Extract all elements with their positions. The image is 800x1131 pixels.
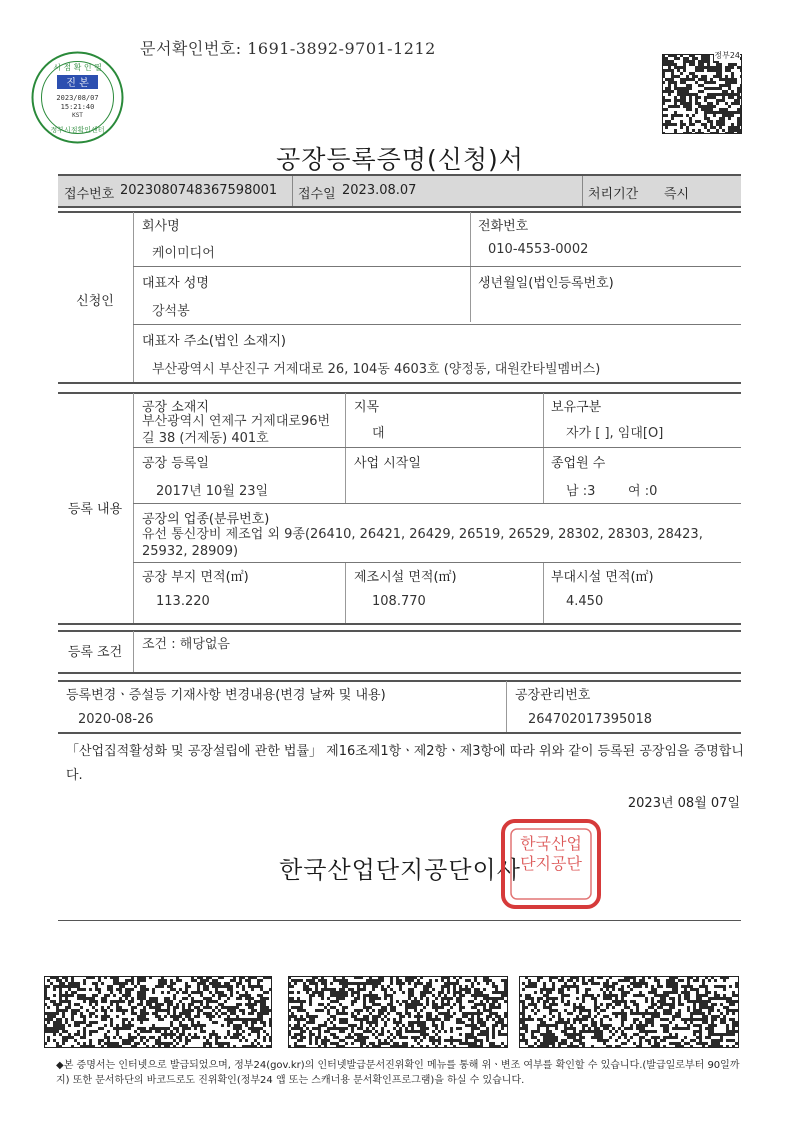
- land-category-value: 대: [372, 426, 385, 441]
- change-history-value: 2020-08-26: [78, 712, 154, 727]
- seal-badge-text: 진 본: [66, 78, 89, 89]
- condition-label: 등록 조건: [67, 645, 123, 660]
- receipt-row: [58, 174, 741, 208]
- official-seal-icon: [500, 818, 602, 910]
- registration-section-label: 등록 내용: [67, 502, 123, 517]
- document-confirmation-number: 문서확인번호: 1691-3892-9701-1212: [140, 39, 436, 58]
- factory-location-value: 부산광역시 연제구 거제대로96번길 38 (거제동) 401호: [142, 414, 331, 446]
- change-history-label: 등록변경ㆍ증설등 기재사항 변경내용(변경 날짜 및 내용): [66, 688, 386, 703]
- manufacturing-area-label: 제조시설 면적(㎡): [354, 570, 457, 585]
- employees-label: 종업원 수: [551, 456, 606, 471]
- verification-notice: ◆본 증명서는 인터넷으로 발급되었으며, 정부24(gov.kr)의 인터넷발급문서진위확인 메뉴를 통해 위ㆍ변조 여부를 확인할 수 있습니다.(발급일로부터 90일까지) 또한 문서하단의 바코드로도 진위확인(정부24 앱 또는 스캐너용 문서확인프로그램)을 하실 수 있습니다.: [56, 1060, 740, 1086]
- receipt-date-label: 접수일: [298, 187, 336, 202]
- receipt-no-value: 20230807483675980​01: [120, 183, 278, 198]
- phone-value: 010-4553-0002: [488, 242, 589, 257]
- barcode-1-icon: [44, 976, 272, 1048]
- period-label: 처리기간: [588, 187, 639, 202]
- auxiliary-area-label: 부대시설 면적(㎡): [551, 570, 654, 585]
- timestamp-seal-icon: [30, 50, 125, 145]
- birthdate-label: 생년월일(법인등록번호): [478, 276, 614, 291]
- address-value: 부산광역시 부산진구 거제대로 26, 104동 4603호 (양정동, 대원칸타빌멤버스): [152, 362, 601, 377]
- industry-value: 유선 통신장비 제조업 외 9종(26410, 26421, 26429, 26519, 26529, 28302, 28303, 28423, 25932, 28909): [142, 527, 703, 559]
- company-label: 회사명: [142, 219, 180, 234]
- management-number-label: 공장관리번호: [515, 688, 591, 703]
- issuer-name: 한국산업단지공단이사: [279, 856, 521, 884]
- seal-red-text: 한국산업단지공단: [520, 834, 582, 873]
- employees-male: 남 :3: [566, 484, 596, 499]
- business-start-label: 사업 시작일: [354, 456, 421, 471]
- representative-value: 강석봉: [152, 304, 190, 319]
- land-category-label: 지목: [354, 400, 380, 415]
- condition-value: 조건 : 해당없음: [142, 637, 230, 652]
- ownership-value: 자가 [ ], 임대[O]: [566, 426, 664, 441]
- seal-time: 15:21:40: [60, 103, 95, 111]
- period-value: 즉시: [664, 187, 690, 202]
- site-area-value: 113.220: [156, 594, 210, 609]
- site-area-label: 공장 부지 면적(㎡): [142, 570, 249, 585]
- qr-label: 정부24: [714, 51, 740, 60]
- document-title: 공장등록증명(신청)서: [276, 145, 524, 174]
- phone-label: 전화번호: [478, 219, 529, 234]
- company-value: 케이미디어: [152, 246, 215, 261]
- manufacturing-area-value: 108.770: [372, 594, 426, 609]
- representative-label: 대표자 성명: [142, 276, 209, 291]
- auxiliary-area-value: 4.450: [566, 594, 604, 609]
- applicant-section-label: 신청인: [76, 294, 114, 309]
- certification-statement: 「산업집적활성화 및 공장설립에 관한 법률」 제16조제1항ㆍ제2항ㆍ제3항에 따라 위와 같이 등록된 공장임을 증명합니다.: [66, 744, 744, 783]
- seal-timezone: KST: [72, 112, 83, 119]
- qr-code-icon: [662, 51, 742, 134]
- receipt-no-label: 접수번호: [64, 187, 115, 202]
- seal-top-text: 시 점 확 인 필: [53, 63, 102, 72]
- factory-location-label: 공장 소재지: [142, 400, 209, 415]
- ownership-label: 보유구분: [551, 400, 602, 415]
- barcode-2-icon: [288, 976, 508, 1048]
- barcode-3-icon: [519, 976, 739, 1048]
- receipt-date-value: 2023.08.07: [342, 183, 417, 198]
- management-number-value: 264702017395018: [528, 712, 653, 727]
- issue-date: 2023년 08월 07일: [627, 796, 740, 811]
- registration-date-label: 공장 등록일: [142, 456, 209, 471]
- address-label: 대표자 주소(법인 소재지): [142, 334, 286, 349]
- industry-label: 공장의 업종(분류번호): [142, 512, 270, 527]
- seal-org-text: 정부시점확인센터: [50, 126, 105, 134]
- registration-date-value: 2017년 10월 23일: [156, 484, 269, 499]
- employees-female: 여 :0: [628, 484, 658, 499]
- seal-date: 2023/08/07: [56, 94, 99, 102]
